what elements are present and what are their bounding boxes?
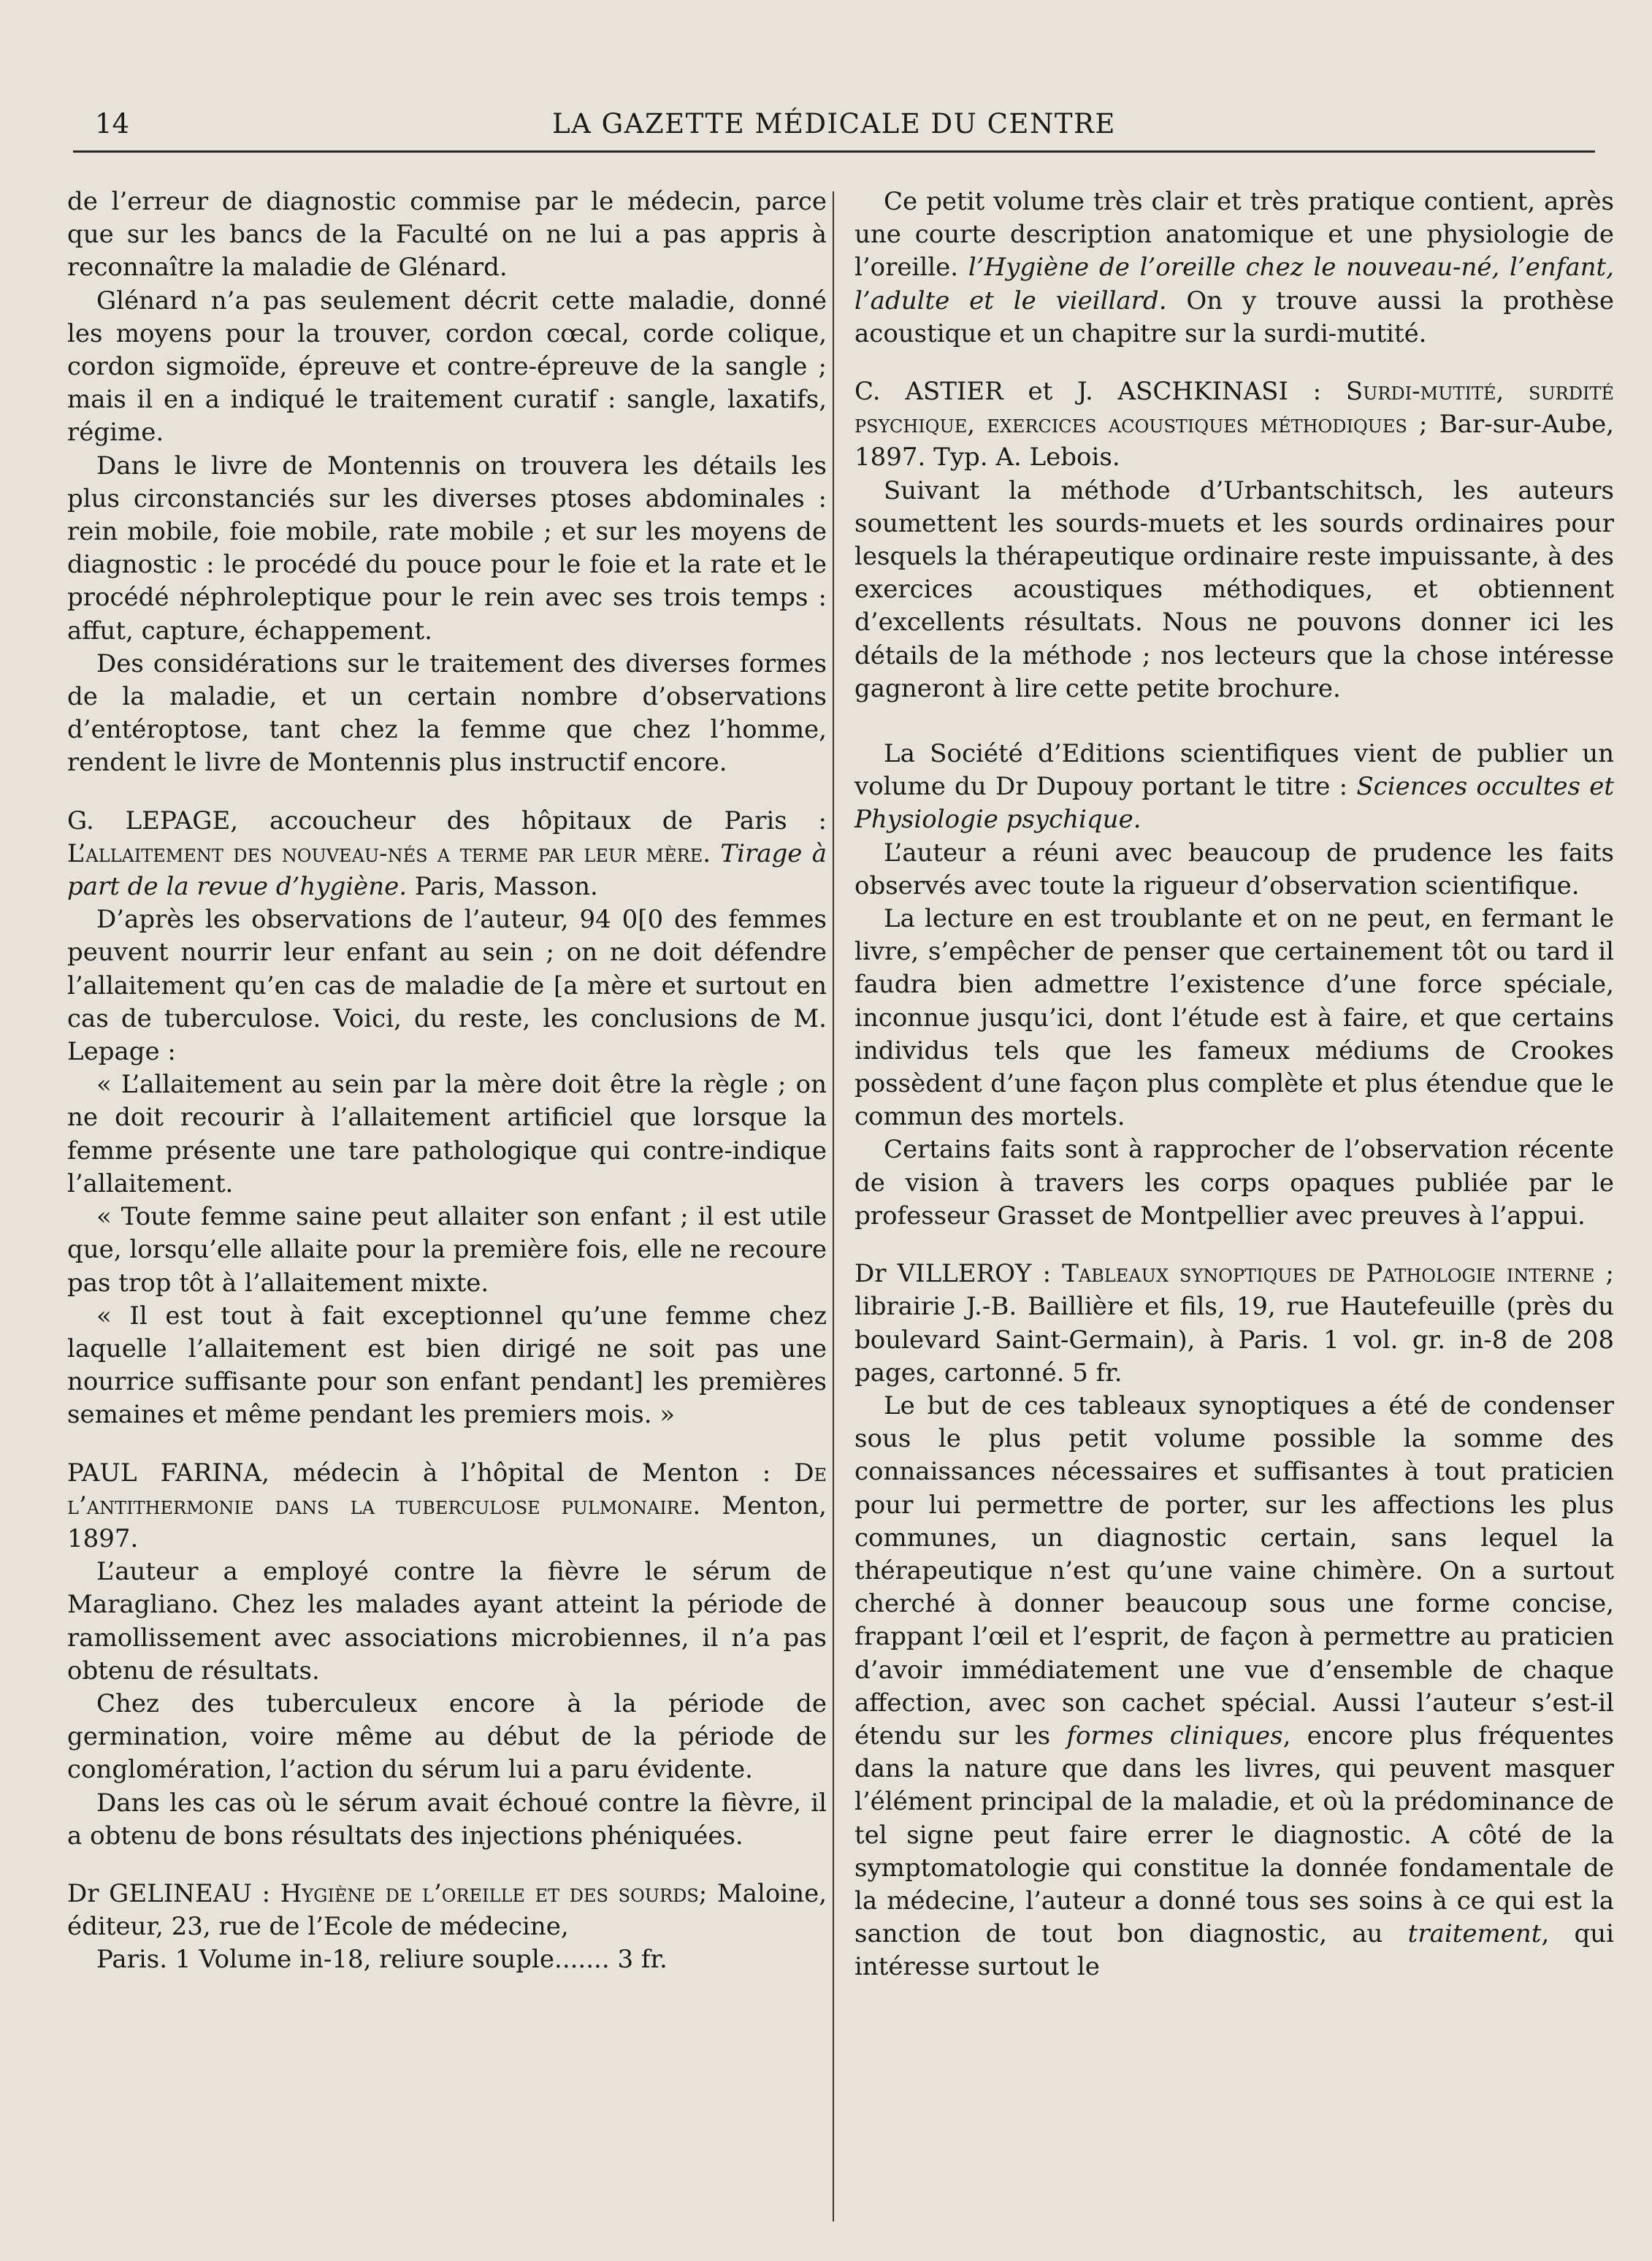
paragraph: de l’erreur de diagnostic commise par le médecin, parce que sur les bancs de la Faculté on ne lui a pas appris à reconnaître la maladie de Glénard. <box>67 187 827 283</box>
book-title: De l’antithermonie dans la tuberculose pulmonaire. <box>67 1458 827 1520</box>
page-number: 14 <box>95 108 130 139</box>
paragraph: D’après les observations de l’auteur, 94 0[0 des femmes peuvent nourrir leur enfant au sein ; on ne doit défendre l’allaitement qu’en cas de maladie de [a mère et surtout en cas de tuberculose. Voici, du reste, les conclusions de M. Lepage : <box>67 905 827 1067</box>
book-title: L’allaitement des nouveau-nés a terme par leur mère. <box>67 838 711 868</box>
author: G. LEPAGE, accoucheur des hôpitaux de Paris : <box>67 806 827 835</box>
book-title: Hygiène de l’oreille et des sourds <box>280 1878 699 1908</box>
italic-term: traitement <box>1407 1919 1542 1949</box>
publisher-line-2: Paris. 1 Volume in-18, reliure souple....... 3 fr. <box>96 1945 668 1975</box>
author: PAUL FARINA, médecin à l’hôpital de Menton : <box>67 1458 795 1488</box>
paragraph: L’auteur a employé contre la fièvre le sérum de Maragliano. Chez les malades ayant atteint la période de ramollissement avec associations microbiennes, il n’a pas obtenu de résultats. <box>67 1557 827 1686</box>
header-rule <box>73 150 1595 153</box>
paragraph: Ce petit volume très clair et très pratique contient, après une courte description anatomique et une physiologie de l’oreille. l’Hygiène de l’oreille chez le nouveau-né, l’enfant, l’adulte et le vieillard. On y trouve aussi la prothèse acoustique et un chapitre sur la surdi-mutité. <box>854 187 1614 348</box>
review-heading-astier <box>854 375 1614 475</box>
paragraph: La lecture en est troublante et on ne peut, en fermant le livre, s’empêcher de penser que certainement tôt ou tard il faudra bien admettre l’existence d’une force spéciale, inconnue jusqu’ici, dont l’étude est à faire, et que certains individus tels que les fameux médiums de Crookes possèdent d’une façon plus complète et plus étendue que le commun des mortels. <box>854 904 1614 1132</box>
publisher: Paris, Masson. <box>407 872 598 902</box>
section-gap <box>854 705 1614 730</box>
running-header <box>73 108 1595 152</box>
paragraph: La Société d’Editions scientifiques vient de publier un volume du Dr Dupouy portant le titre : Sciences occultes et Physiologie psychique. <box>854 739 1615 835</box>
review-heading-farina <box>67 1457 827 1556</box>
italic-term: formes cliniques <box>1066 1721 1283 1751</box>
paragraph: Certains faits sont à rapprocher de l’observation récente de vision à travers les corps opaques publiée par le professeur Grasset de Montpellier avec preuves à l’appui. <box>854 1135 1614 1231</box>
author: Dr GELINEAU : <box>67 1878 280 1908</box>
paragraph: Dans les cas où le sérum avait échoué contre la fièvre, il a obtenu de bons résultats des injections phéniquées. <box>67 1788 827 1851</box>
paragraph: Des considérations sur le traitement des diverses formes de la maladie, et un certain nombre d’observations d’entéroptose, tant chez la femme que chez l’homme, rendent le livre de Montennis plus instructif encore. <box>67 649 827 778</box>
paragraph: Suivant la méthode d’Urbantschitsch, les auteurs soumettent les sourds-muets et les sourds ordinaires pour lesquels la thérapeutique ordinaire reste impuissante, à des exercices acoustiques méthodiques, et obtiennent d’excellents résultats. Nous ne pouvons donner ici les détails de la méthode ; nos lecteurs que la chose intéresse gagneront à lire cette petite brochure. <box>854 475 1614 703</box>
author: Dr VILLEROY : <box>854 1259 1063 1289</box>
publisher: ; librairie J.-B. Baillière et fils, 19, rue Hautefeuille (près du boulevard Saint-Germain), à Paris. 1 vol. gr. in-8 de 208 pages, cartonné. 5 fr. <box>854 1259 1614 1388</box>
publisher: ; Maloine, éditeur, 23, rue de l’Ecole de médecine, <box>67 1878 827 1942</box>
paragraph: Le but de ces tableaux synoptiques a été de condenser sous le plus petit volume possible la somme des connaissances nécessaires et suffisantes à tout praticien pour lui permettre de porter, sur les affections les plus communes, un diagnostic certain, sans lequel la thérapeutique n’est qu’une vaine chimère. On a surtout cherché à donner beaucoup sous une forme concise, frappant l’œil et l’esprit, de façon à permettre au praticien d’avoir immédiatement une vue d’ensemble de chaque affection, avec son cachet spécial. Aussi l’auteur s’est-il étendu sur les formes cliniques, encore plus fréquentes dans la nature que dans les livres, qui peuvent masquer l’élément principal de la maladie, et où la prédominance de tel signe peut faire errer le diagnostic. A côté de la symptomatologie qui constitue la donnée fondamentale de la médecine, l’auteur a donné tous ses soins à ce qui est la sanction de tout bon diagnostic, au traitement, qui intéresse surtout le <box>854 1390 1615 1982</box>
left-column <box>67 185 827 1977</box>
publisher: Menton, 1897. <box>67 1491 827 1553</box>
quote: « L’allaitement au sein par la mère doit être la règle ; on ne doit recourir à l’allaitement artificiel que lorsque la femme présente une tare pathologique qui contre-indique l’allaitement. <box>67 1070 827 1198</box>
publisher: ; Bar-sur-Aube, 1897. Typ. A. Lebois. <box>854 410 1614 473</box>
book-title: Tableaux synoptiques de Pathologie interne <box>1062 1259 1595 1289</box>
reprint-note: Tirage à part de la revue d’hygiène. <box>67 838 827 902</box>
italic-title: Sciences occultes et Physiologie psychique. <box>854 772 1615 835</box>
review-heading-villeroy <box>854 1258 1614 1390</box>
book-title: Surdi-mutité, surdité psychique, exercices acoustiques méthodiques <box>854 377 1614 440</box>
review-heading-lepage <box>67 805 827 904</box>
paragraph: Glénard n’a pas seulement décrit cette maladie, donné les moyens pour la trouver, cordon cœcal, corde colique, cordon sigmoïde, épreuve et contre-épreuve de la sangle ; mais il en a indiqué le traitement curatif : sangle, laxatifs, régime. <box>67 286 827 448</box>
review-heading-gelineau <box>67 1878 827 1977</box>
quote: « Il est tout à fait exceptionnel qu’une femme chez laquelle l’allaitement est bien dirigé ne soit pas une nourrice suffisante pour son enfant pendant] les premières semaines et même pendant les premiers mois. » <box>67 1301 827 1430</box>
column-divider <box>833 191 834 2222</box>
paragraph: Dans le livre de Montennis on trouvera les détails les plus circonstanciés sur les diverses ptoses abdominales : rein mobile, foie mobile, rate mobile ; et sur les moyens de diagnostic : le procédé du pouce pour le foie et la rate et le procédé néphroleptique pour le rein avec ses trois temps : affut, capture, échappement. <box>67 451 827 646</box>
paragraph: L’auteur a réuni avec beaucoup de prudence les faits observés avec toute la rigueur d’observation scientifique. <box>854 838 1614 900</box>
author: C. ASTIER et J. ASCHKINASI : <box>854 377 1346 407</box>
paragraph: Chez des tuberculeux encore à la période de germination, voire même au début de la période de conglomération, l’action du sérum lui a paru évidente. <box>67 1688 827 1785</box>
right-column <box>854 185 1614 1984</box>
journal-title: LA GAZETTE MÉDICALE DU CENTRE <box>552 108 1116 139</box>
quote: « Toute femme saine peut allaiter son enfant ; il est utile que, lorsqu’elle allaite pour la première fois, elle ne recoure pas trop tôt à l’allaitement mixte. <box>67 1202 827 1298</box>
italic-title: l’Hygiène de l’oreille chez le nouveau-né, l’enfant, l’adulte et le vieillard. <box>854 253 1614 315</box>
